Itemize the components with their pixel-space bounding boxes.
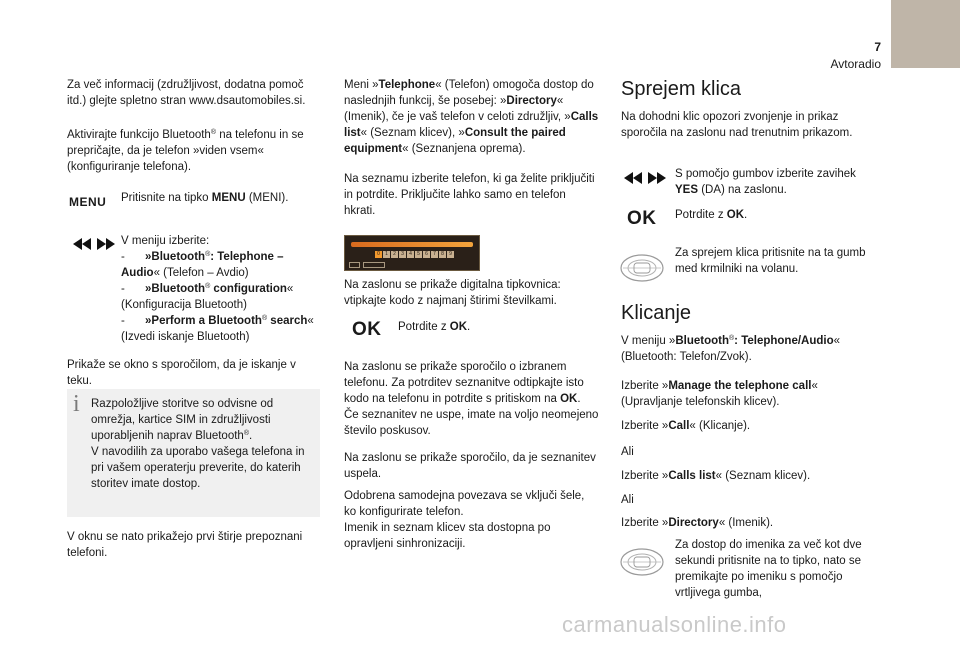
keypad-screen-image xyxy=(344,235,480,271)
screen-buttons xyxy=(349,262,385,268)
screen-key: 4 xyxy=(407,251,414,258)
screen-key: 6 xyxy=(423,251,430,258)
heading-receive-call: Sprejem klica xyxy=(621,78,742,100)
heading-calling: Klicanje xyxy=(621,302,692,324)
screen-key: 5 xyxy=(415,251,422,258)
ok-button-icon: OK xyxy=(352,319,382,340)
auto-connect-text: Odobrena samodejna povezava se vključi šele, ko konfigurirate telefon. Imenik in seznam klicev sta dostopna po opravljeni sinhronizaciji. xyxy=(344,490,585,550)
screen-key: 8 xyxy=(439,251,446,258)
screen-keypad xyxy=(375,251,454,258)
directory-option-text: Izberite »Directory« (Imenik). xyxy=(621,517,774,529)
page-number: 7 xyxy=(874,40,881,54)
list-item: - »Bluetooth®: Telephone – Audio« (Telefon – Avdio) xyxy=(121,251,284,279)
screen-key: 1 xyxy=(383,251,390,258)
info-icon: i xyxy=(73,391,80,417)
chapter-tab xyxy=(891,0,960,68)
screen-key: 9 xyxy=(447,251,454,258)
menu-button-icon: MENU xyxy=(69,195,107,209)
answer-call-text: Za sprejem klica pritisnite na ta gumb med krmilniki na volanu. xyxy=(675,247,866,275)
or-text: Ali xyxy=(621,446,634,458)
activate-bluetooth-text: Aktivirajte funkcijo Bluetooth® na telefonu in se prepričajte, da je telefon »viden vsem« (konfiguriranje telefona). xyxy=(67,129,304,173)
call-option-text: Izberite »Call« (Klicanje). xyxy=(621,420,751,432)
info-website-text: Za več informacij (združljivost, dodatna pomoč itd.) glejte spletno stran www.dsautomobiles.si. xyxy=(67,79,306,107)
manage-call-text: Izberite »Manage the telephone call« (Upravljanje telefonskih klicev). xyxy=(621,380,818,408)
screen-key: 7 xyxy=(431,251,438,258)
select-phone-text: Na seznamu izberite telefon, ki ga želite priključiti in potrdite. Priključite lahko samo en telefon hkrati. xyxy=(344,173,595,217)
info-box-text: Razpoložljive storitve so odvisne od omrežja, kartice SIM in združljivosti uporabljenih naprav Bluetooth®. V navodilih za uporabo vašega telefona in pri vašem operaterju preverite, do katerih storitev imate dostop. xyxy=(91,398,305,490)
double-arrow-left-right-icon xyxy=(623,172,667,184)
menu-selection-list xyxy=(121,233,321,345)
first-phones-text: V oknu se nato prikažejo prvi štirje prepoznani telefoni. xyxy=(67,531,303,559)
directory-access-text: Za dostop do imenika za več kot dve sekundi pritisnite na to tipko, nato se premikajte po imeniku s pomočjo vrtljivega gumba, xyxy=(675,539,862,599)
screen-key: 3 xyxy=(399,251,406,258)
telephone-menu-text: Meni »Telephone« (Telefon) omogoča dostop do naslednjih funkcij, še posebej: »Directory« (Imenik), če je vaš telefon v celoti združljiv, »Calls list« (Seznam klicev), »Consult the paired equipment« (Seznanjena oprema). xyxy=(344,79,599,155)
ok-button-icon: OK xyxy=(627,208,657,229)
steering-wheel-button-icon xyxy=(619,253,665,288)
steering-wheel-button-icon xyxy=(619,547,665,582)
or-text: Ali xyxy=(621,494,634,506)
select-yes-text: S pomočjo gumbov izberite zavihek YES (DA) na zaslonu. xyxy=(675,168,856,196)
calling-menu-text: V meniju »Bluetooth®: Telephone/Audio« (Bluetooth: Telefon/Zvok). xyxy=(621,335,841,363)
confirm-ok-text: Potrdite z OK. xyxy=(675,209,748,221)
incoming-call-text: Na dohodni klic opozori zvonjenje in prikaz sporočila na zaslonu nad trenutnim prikazom. xyxy=(621,111,853,139)
watermark: carmanualsonline.info xyxy=(562,612,787,637)
digital-keypad-text: Na zaslonu se prikaže digitalna tipkovnica: vtipkajte kodo z najmanj štirimi številkami. xyxy=(344,279,561,307)
search-progress-text: Prikaže se okno s sporočilom, da je iskanje v teku. xyxy=(67,359,296,387)
press-menu-text: Pritisnite na tipko MENU (MENI). xyxy=(121,192,289,204)
double-arrow-left-right-icon xyxy=(72,238,116,250)
screen-key: 2 xyxy=(391,251,398,258)
calls-list-option-text: Izberite »Calls list« (Seznam klicev). xyxy=(621,470,811,482)
pairing-message-text: Na zaslonu se prikaže sporočilo o izbranem telefonu. Za potrditev seznanitve odtipkajte isto kodo na telefonu in potrdite s pritiskom na OK. Če seznanitev ne uspe, imate na voljo neomejeno število poskusov. xyxy=(344,361,599,437)
screen-button xyxy=(363,262,385,268)
list-item: - »Perform a Bluetooth® search« (Izvedi iskanje Bluetooth) xyxy=(121,315,314,343)
screen-title-bar xyxy=(351,242,473,247)
pairing-success-text: Na zaslonu se prikaže sporočilo, da je seznanitev uspela. xyxy=(344,452,596,480)
list-item: - »Bluetooth® configuration« (Konfiguracija Bluetooth) xyxy=(121,283,294,311)
screen-key: 0 xyxy=(375,251,382,258)
chapter-title: Avtoradio xyxy=(830,57,881,71)
select-intro: V meniju izberite: xyxy=(121,235,210,247)
screen-button xyxy=(349,262,360,268)
confirm-ok-text: Potrdite z OK. xyxy=(398,321,471,333)
